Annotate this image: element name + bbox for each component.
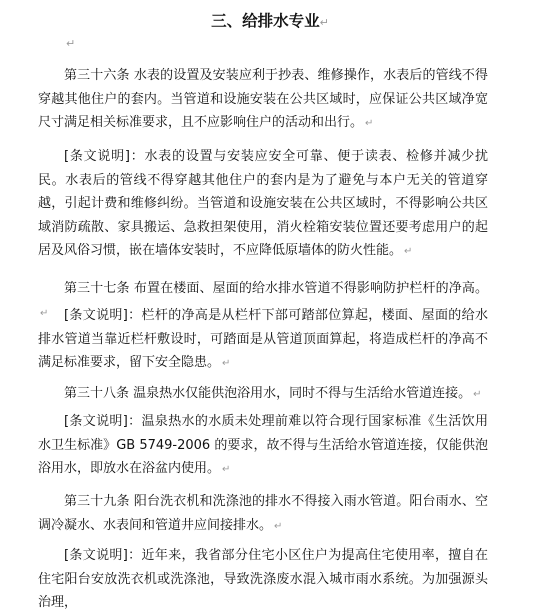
paragraph-mark-icon: ↵ <box>319 16 329 29</box>
paragraph-mark-icon: ↵ <box>473 389 482 400</box>
article-36-text: 第三十六条 水表的设置及安装应利于抄表、维修操作，水表后的管线不得穿越其他住户的套内。当管道和设施安装在公共区域时，应保证公共区域净宽尺寸满足相关标准要求，且不应影响住户的活动和出行。 <box>38 68 488 130</box>
paragraph-mark-icon: ↵ <box>222 358 231 369</box>
article-37-text: 第三十七条 布置在楼面、屋面的给水排水管道不得影响防护栏杆的净高。 <box>64 281 488 296</box>
paragraph-mark-icon: ↵ <box>365 118 374 129</box>
paragraph-mark-icon: ↵ <box>40 307 49 319</box>
article-38 <box>38 382 488 407</box>
article-37-explanation <box>38 304 488 376</box>
article-38-explanation-text: [条文说明]：温泉热水的水质未处理前难以符合现行国家标准《生活饮用水卫生标准》GB 5749-2006 的要求，故不得与生活给水管道连接，仅能供泡浴用水，即放水在浴盆内使用。 <box>38 414 488 476</box>
article-37-explanation-text: [条文说明]：栏杆的净高是从栏杆下部可踏部位算起，楼面、屋面的给水排水管道当靠近栏杆敷设时，可踏面是从管道顶面算起，将造成栏杆的净高不满足标准要求，留下安全隐患。 <box>38 308 488 370</box>
article-39-explanation-text: [条文说明]：近年来，我省部分住宅小区住户为提高住宅使用率，擅自在住宅阳台安放洗衣机或洗涤池，导致洗涤废水混入城市雨水系统。为加强源头治理， <box>38 548 488 610</box>
article-39-text: 第三十九条 阳台洗衣机和洗涤池的排水不得接入雨水管道。阳台雨水、空调冷凝水、水表间和管道井应间接排水。 <box>38 494 488 533</box>
article-36-explanation-text: [条文说明]：水表的设置与安装应安全可靠、便于读表、检修并减少扰民。水表后的管线不得穿越其他住户的套内是为了避免与本户无关的管道穿越，引起计费和维修纠纷。当管道和设施安装在公共区域时，不得影响公共区域消防疏散、家具搬运、急救担架使用，消火栓箱安装位置还要考虑用户的起居及风俗习惯，嵌在墙体安装时，不应降低原墙体的防火性能。 <box>38 149 488 258</box>
article-39-explanation <box>38 544 488 615</box>
empty-paragraph-mark-icon: ↵ <box>66 37 76 50</box>
article-38-text: 第三十八条 温泉热水仅能供泡浴用水，同时不得与生活给水管道连接。 <box>64 386 472 401</box>
article-36-explanation <box>38 145 488 264</box>
paragraph-mark-icon: ↵ <box>274 520 283 532</box>
article-39 <box>38 490 488 538</box>
paragraph-mark-icon: ↵ <box>222 464 231 475</box>
section-heading-text: 三、给排水专业 <box>211 12 320 30</box>
article-38-explanation <box>38 410 488 482</box>
article-36 <box>38 64 488 136</box>
paragraph-mark-icon: ↵ <box>404 246 413 257</box>
section-heading <box>0 10 540 34</box>
